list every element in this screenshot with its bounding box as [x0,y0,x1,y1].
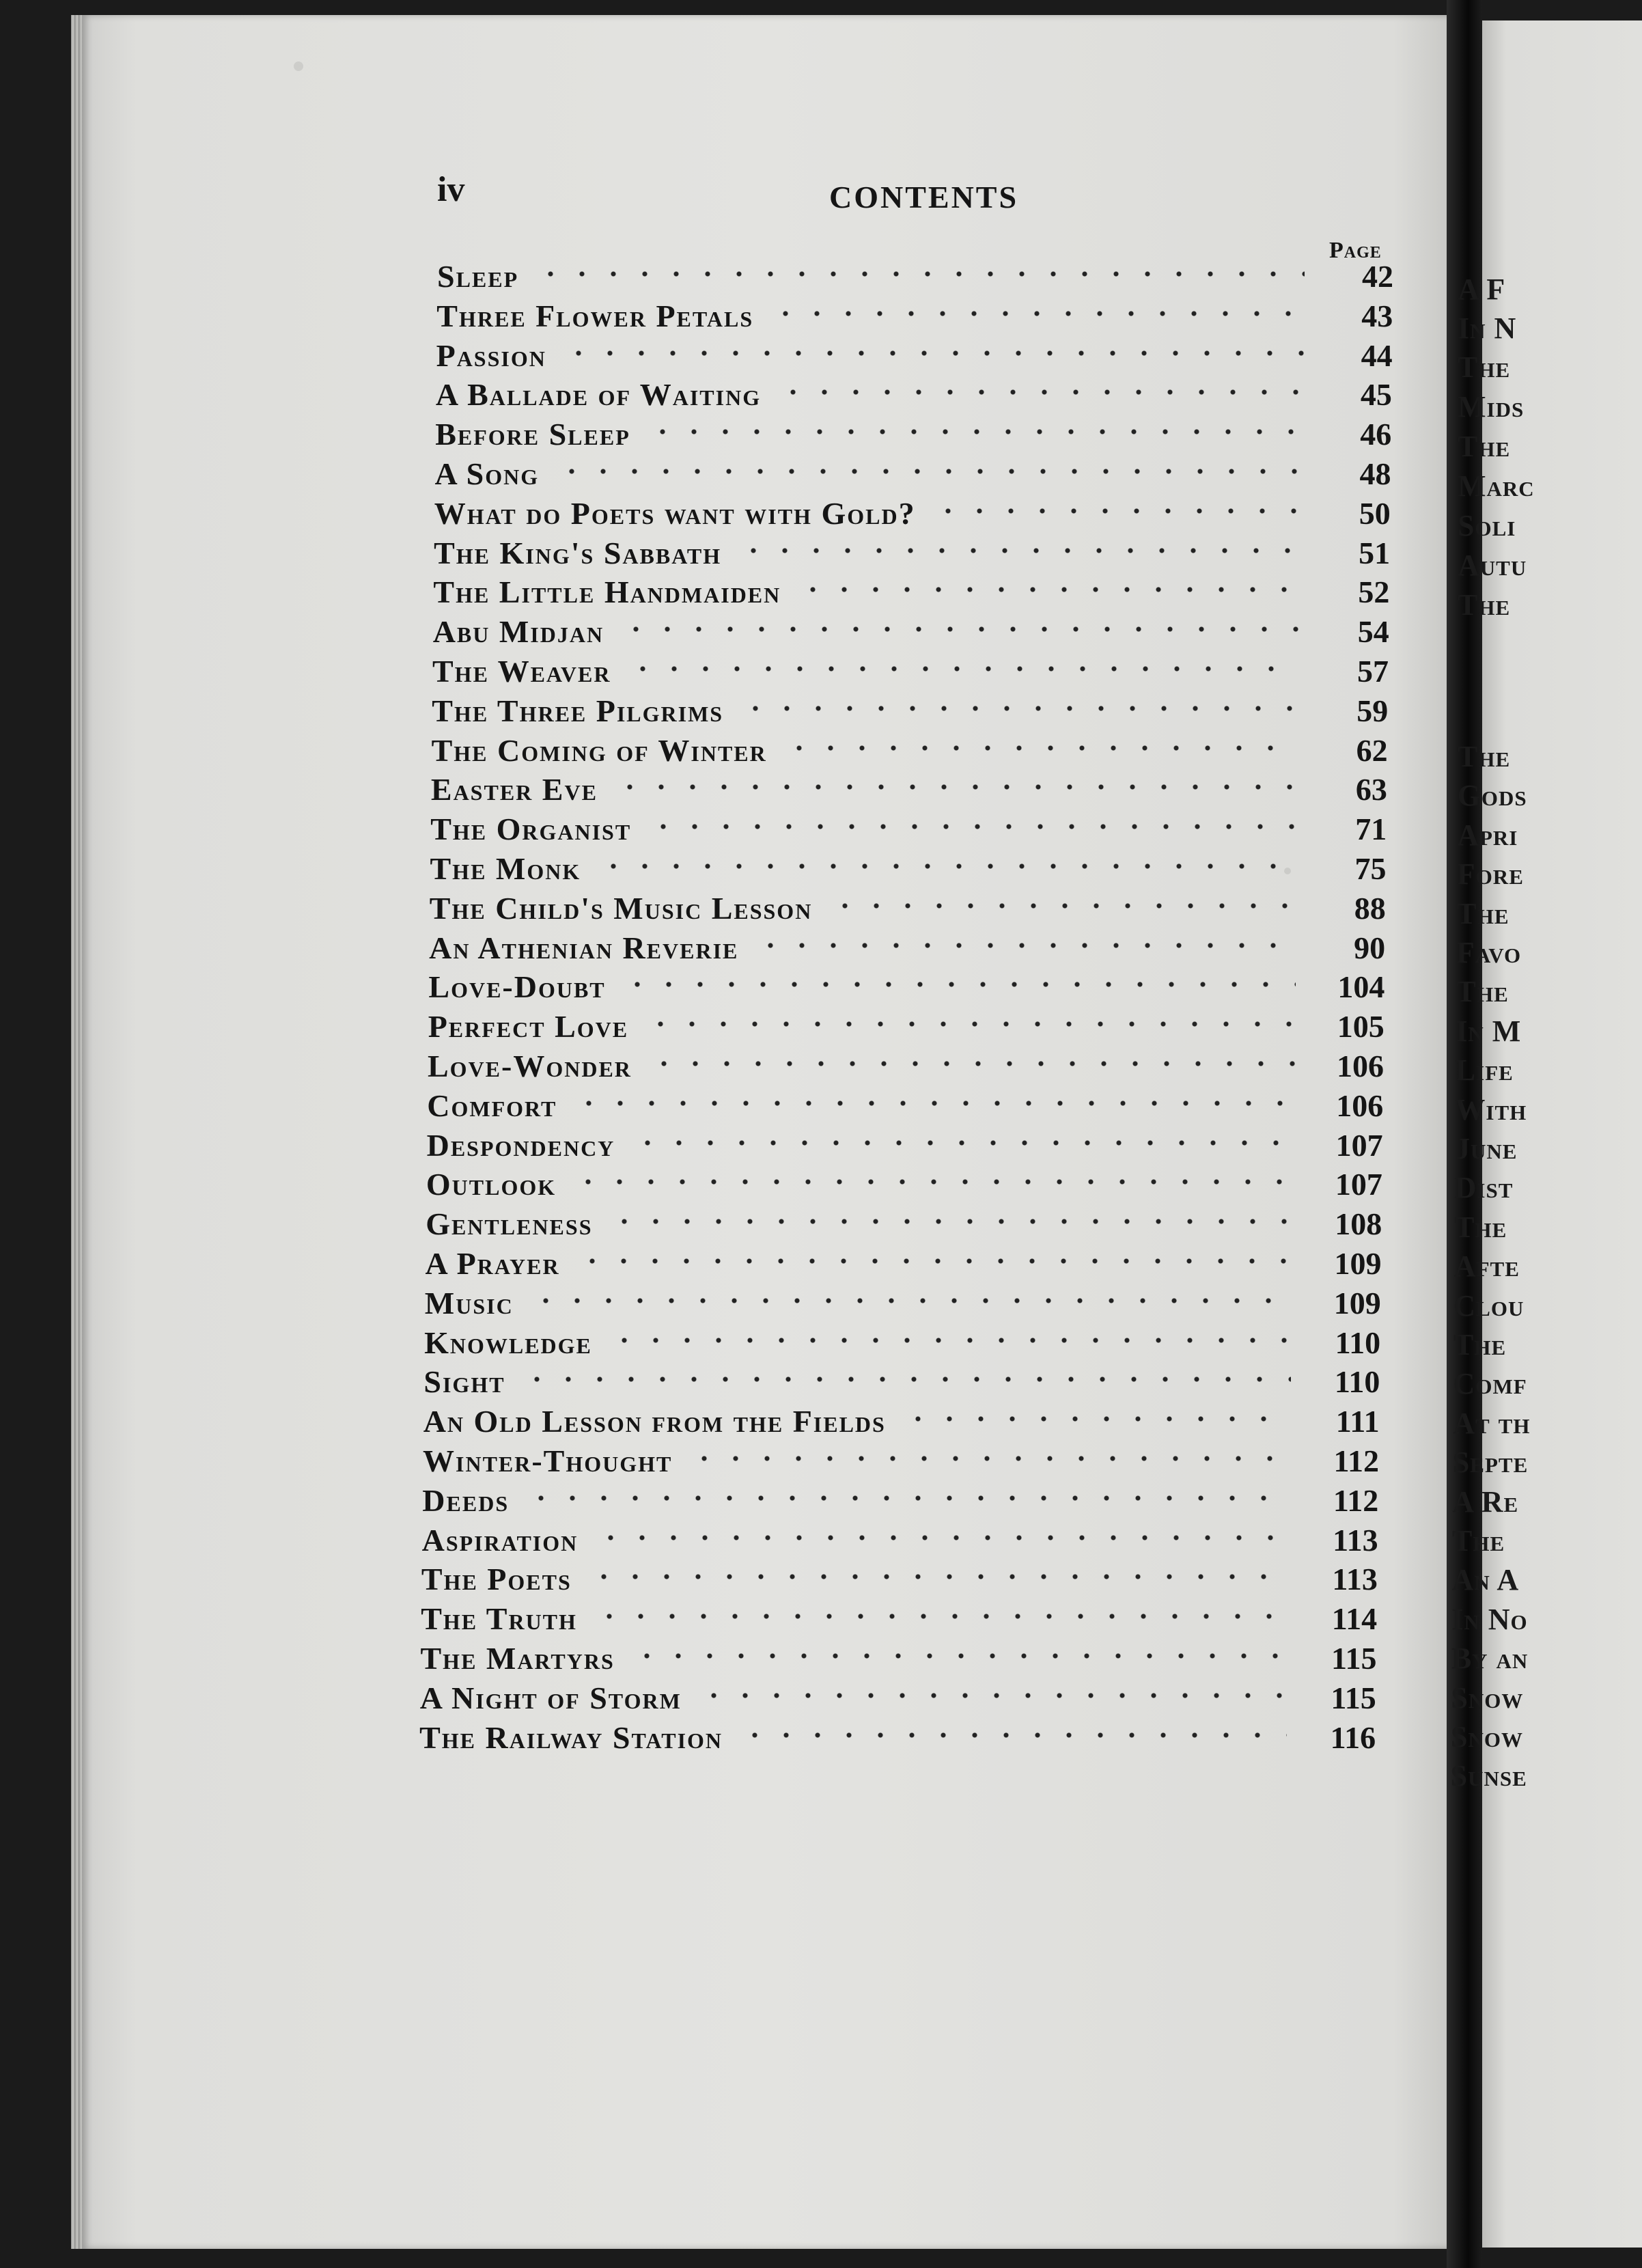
toc-entry-title: Sight [423,1364,505,1400]
toc-entry-page: 114 [1331,1601,1378,1637]
leader-dots [525,1493,1290,1503]
leader-dots [932,506,1302,516]
toc-entry [434,535,1390,573]
leader-dots [902,1414,1291,1424]
toc-entry [428,1008,1384,1047]
right-page-entry-fragment: In No [1451,1602,1528,1636]
toc-entry-page: 109 [1334,1246,1382,1281]
toc-entry-title: The Monk [430,851,581,886]
toc-entry [434,495,1391,534]
right-page-entry-fragment: The [1452,1524,1505,1558]
right-page-entry-fragment: Afte [1453,1249,1520,1284]
right-page-entry-fragment: In N [1458,312,1517,345]
toc-entry-page: 50 [1359,495,1391,531]
right-page-entry-fragment: Mids [1458,390,1525,424]
leader-dots [698,1691,1288,1700]
leader-dots [594,1612,1288,1621]
toc-entry [436,298,1393,336]
toc-entry [426,1206,1382,1244]
toc-entry-page: 48 [1359,456,1391,491]
page-number: iv [437,170,465,209]
toc-entry [428,969,1384,1007]
leader-dots [648,1059,1295,1068]
toc-entry [430,850,1387,889]
right-page-entry-fragment: An A [1451,1563,1520,1597]
toc-entry-title: The Weaver [432,654,611,689]
toc-entry-page: 105 [1337,1009,1384,1045]
leader-dots [588,1572,1289,1581]
right-page-entry-fragment: In M [1456,1014,1522,1048]
toc-entry-page: 107 [1335,1127,1383,1163]
toc-entry [419,1719,1376,1758]
toc-entry-title: A Ballade of Waiting [435,377,762,413]
toc-entry-page: 54 [1357,614,1389,650]
leader-dots [521,1374,1291,1384]
right-page-entry-fragment: Marc [1458,469,1535,503]
leader-dots [631,1651,1288,1661]
paper-smudge [294,61,303,71]
toc-entry-page: 59 [1356,693,1389,728]
toc-entry-title: Love-Doubt [428,969,606,1005]
toc-entry-title: Before Sleep [435,417,630,452]
toc-entry [422,1522,1378,1560]
toc-entry [426,1245,1382,1284]
right-page-entry-fragment: Septe [1452,1446,1529,1480]
toc-entry-title: Winter-Thought [423,1443,673,1478]
toc-entry [430,811,1387,849]
toc-entry-page: 112 [1333,1482,1379,1518]
leader-dots [797,585,1300,594]
leader-dots [609,1217,1293,1226]
toc-entry-page: 115 [1331,1680,1376,1715]
toc-entry-page: 115 [1331,1641,1377,1676]
toc-entry-page: 106 [1336,1088,1384,1123]
toc-entry-page: 113 [1333,1522,1378,1558]
toc-entry-page: 111 [1335,1404,1380,1439]
toc-entry-title: A Song [434,456,540,491]
toc-entry [423,1403,1380,1441]
toc-entry [424,1325,1380,1363]
toc-entry-title: What do Poets want with Gold? [434,495,916,531]
leader-dots [645,1019,1296,1029]
toc-entry-title: Deeds [422,1482,510,1518]
toc-entry-title: Outlook [426,1167,557,1202]
paper-smudge [1284,868,1291,874]
toc-entry-page: 45 [1360,377,1392,413]
leader-dots [648,822,1298,831]
toc-entry-title: The Three Pilgrims [432,693,724,728]
right-page-entry-fragment: Dist [1454,1171,1514,1205]
toc-entry-title: Aspiration [421,1522,579,1558]
leader-dots [576,1256,1293,1266]
right-page-entry-fragment: June [1455,1132,1518,1165]
right-page-entry-fragment: Gods [1457,779,1527,813]
right-page-entry-fragment: Favo [1456,936,1522,969]
leader-dots [563,348,1304,358]
right-page-entry-fragment: The [1453,1328,1507,1361]
toc-entry [429,930,1385,968]
right-page-entry-fragment: Life [1455,1053,1514,1088]
leader-dots [595,1533,1290,1543]
leader-dots [688,1454,1290,1463]
toc-entry-title: Comfort [427,1088,557,1123]
toc-entry-title: An Old Lesson from the Fields [423,1404,886,1439]
toc-entry-title: Perfect Love [428,1009,629,1045]
leader-dots [783,743,1299,753]
leader-dots [535,269,1305,279]
toc-entry-title: The Truth [421,1601,577,1637]
toc-entry-page: 90 [1354,930,1386,965]
leader-dots [620,624,1300,634]
toc-entry-title: The Poets [421,1562,572,1597]
right-page-entry-fragment: A Re [1452,1484,1519,1519]
leader-dots [572,1177,1294,1187]
leader-dots [777,387,1303,397]
toc-entry-page: 62 [1356,732,1388,768]
toc-entry-title: The King's Sabbath [434,535,722,570]
toc-entry [432,693,1388,731]
leader-dots [556,467,1303,476]
toc-entry-title: Knowledge [424,1325,592,1360]
toc-entry-title: The Organist [430,812,632,847]
leader-dots [739,1730,1287,1740]
right-page-entry-fragment: The [1456,896,1509,930]
toc-entry [435,416,1391,454]
toc-entry-page: 42 [1362,259,1393,294]
toc-entry-title: The Coming of Winter [431,732,767,768]
toc-entry-page: 57 [1357,654,1389,689]
toc-entry [420,1680,1376,1718]
leader-dots [829,901,1297,911]
toc-entry-title: Music [424,1285,514,1320]
toc-entry [432,732,1388,771]
toc-entry-title: The Martyrs [420,1641,615,1676]
leader-dots [530,1296,1292,1305]
toc-entry-page: 75 [1354,851,1387,886]
toc-entry-page: 112 [1333,1443,1379,1478]
toc-entry-page: 46 [1360,417,1392,452]
toc-entry-page: 63 [1355,772,1387,807]
toc-entry-title: Love-Wonder [428,1049,632,1083]
right-page-entry-fragment: The [1456,975,1509,1009]
toc-entry [433,574,1389,612]
toc-entry [422,1482,1378,1521]
toc-entry [423,1364,1380,1402]
right-page-entry-fragment: Apri [1457,818,1518,852]
right-page-entry-fragment: The [1458,588,1511,622]
right-page-entry-fragment: Snow [1451,1720,1523,1754]
leader-dots [770,309,1304,318]
toc-entry-title: Despondency [426,1127,615,1163]
toc-entry-page: 113 [1332,1562,1378,1597]
leader-dots [647,427,1303,437]
toc-entry [421,1640,1377,1678]
toc-entry [436,337,1393,376]
toc-entry [431,771,1387,810]
right-page-entry-fragment: At th [1453,1406,1531,1440]
toc-entry [432,653,1389,691]
toc-entry [423,1443,1379,1481]
right-page-entry-fragment: Sunse [1450,1759,1527,1793]
toc-entry-page: 44 [1361,337,1393,373]
toc-entry-page: 52 [1358,575,1390,610]
right-page-entry-fragment: Clou [1453,1288,1525,1323]
toc-entry-page: 104 [1337,969,1385,1005]
toc-entry-page: 110 [1335,1325,1381,1360]
toc-entry-title: A Night of Storm [419,1680,682,1715]
toc-entry-page: 109 [1333,1285,1381,1320]
toc-entry-page: 106 [1337,1049,1384,1083]
toc-entry-page: 116 [1330,1719,1376,1755]
toc-entry [430,890,1386,928]
right-page-entry-fragment: By an [1451,1642,1529,1676]
toc-entry-title: Passion [436,337,546,373]
toc-entry [436,376,1392,415]
leader-dots [573,1098,1294,1108]
right-page-entry-fragment: Soli [1458,509,1516,542]
toc-entry-title: Three Flower Petals [436,298,754,333]
toc-entry-title: Gentleness [426,1206,593,1242]
right-page-entry-fragment: The [1458,740,1511,773]
toc-entry [425,1285,1381,1323]
right-page [1450,20,1642,2248]
toc-entry [421,1601,1377,1639]
toc-entry-page: 71 [1355,812,1387,847]
toc-entry [435,456,1391,494]
toc-entry-title: Sleep [437,259,519,294]
leader-dots [738,546,1301,555]
leader-dots [755,941,1296,950]
leader-dots [627,664,1300,674]
toc-entry-title: Abu Midjan [432,614,604,650]
leader-dots [609,1336,1292,1345]
leader-dots [740,704,1299,713]
toc-entry [428,1048,1384,1086]
toc-entry-page: 108 [1335,1206,1382,1242]
right-page-entry-fragment: Fore [1456,857,1524,891]
right-page-entry-fragment: Comf [1453,1367,1527,1401]
toc-entry-title: Easter Eve [430,772,598,807]
toc-entry [433,613,1389,652]
toc-entry-page: 51 [1359,535,1391,570]
right-page-entry-fragment: The [1458,350,1511,384]
toc-entry-title: An Athenian Reverie [429,930,739,965]
right-page-entry-fragment: A F [1458,273,1506,306]
toc-entry [427,1088,1383,1126]
leader-dots [598,861,1298,871]
right-page-entry-fragment: The [1454,1210,1507,1244]
toc-entry-title: The Railway Station [419,1719,723,1755]
toc-entry-page: 43 [1361,298,1393,333]
leader-dots [622,980,1296,989]
leader-dots [614,782,1298,792]
page-column-label: Page [1329,238,1382,263]
leader-dots [632,1138,1294,1148]
toc-entry-title: The Little Handmaiden [433,575,781,610]
right-page-entry-fragment: Snow [1451,1681,1524,1715]
toc-entry [437,258,1393,296]
toc-entry [426,1166,1382,1204]
right-page-entry-fragment: With [1455,1092,1527,1126]
toc-entry-page: 107 [1335,1167,1382,1202]
toc-entry [427,1127,1383,1165]
toc-entry-title: A Prayer [425,1246,560,1281]
toc-entry [421,1561,1378,1599]
toc-entry-page: 110 [1334,1364,1380,1400]
right-page-entry-fragment: The [1458,430,1511,463]
toc-entry-title: The Child's Music Lesson [429,890,813,926]
page-title: CONTENTS [829,180,1019,215]
toc-entry-page: 88 [1354,890,1386,926]
right-page-entry-fragment: Autu [1458,549,1527,582]
